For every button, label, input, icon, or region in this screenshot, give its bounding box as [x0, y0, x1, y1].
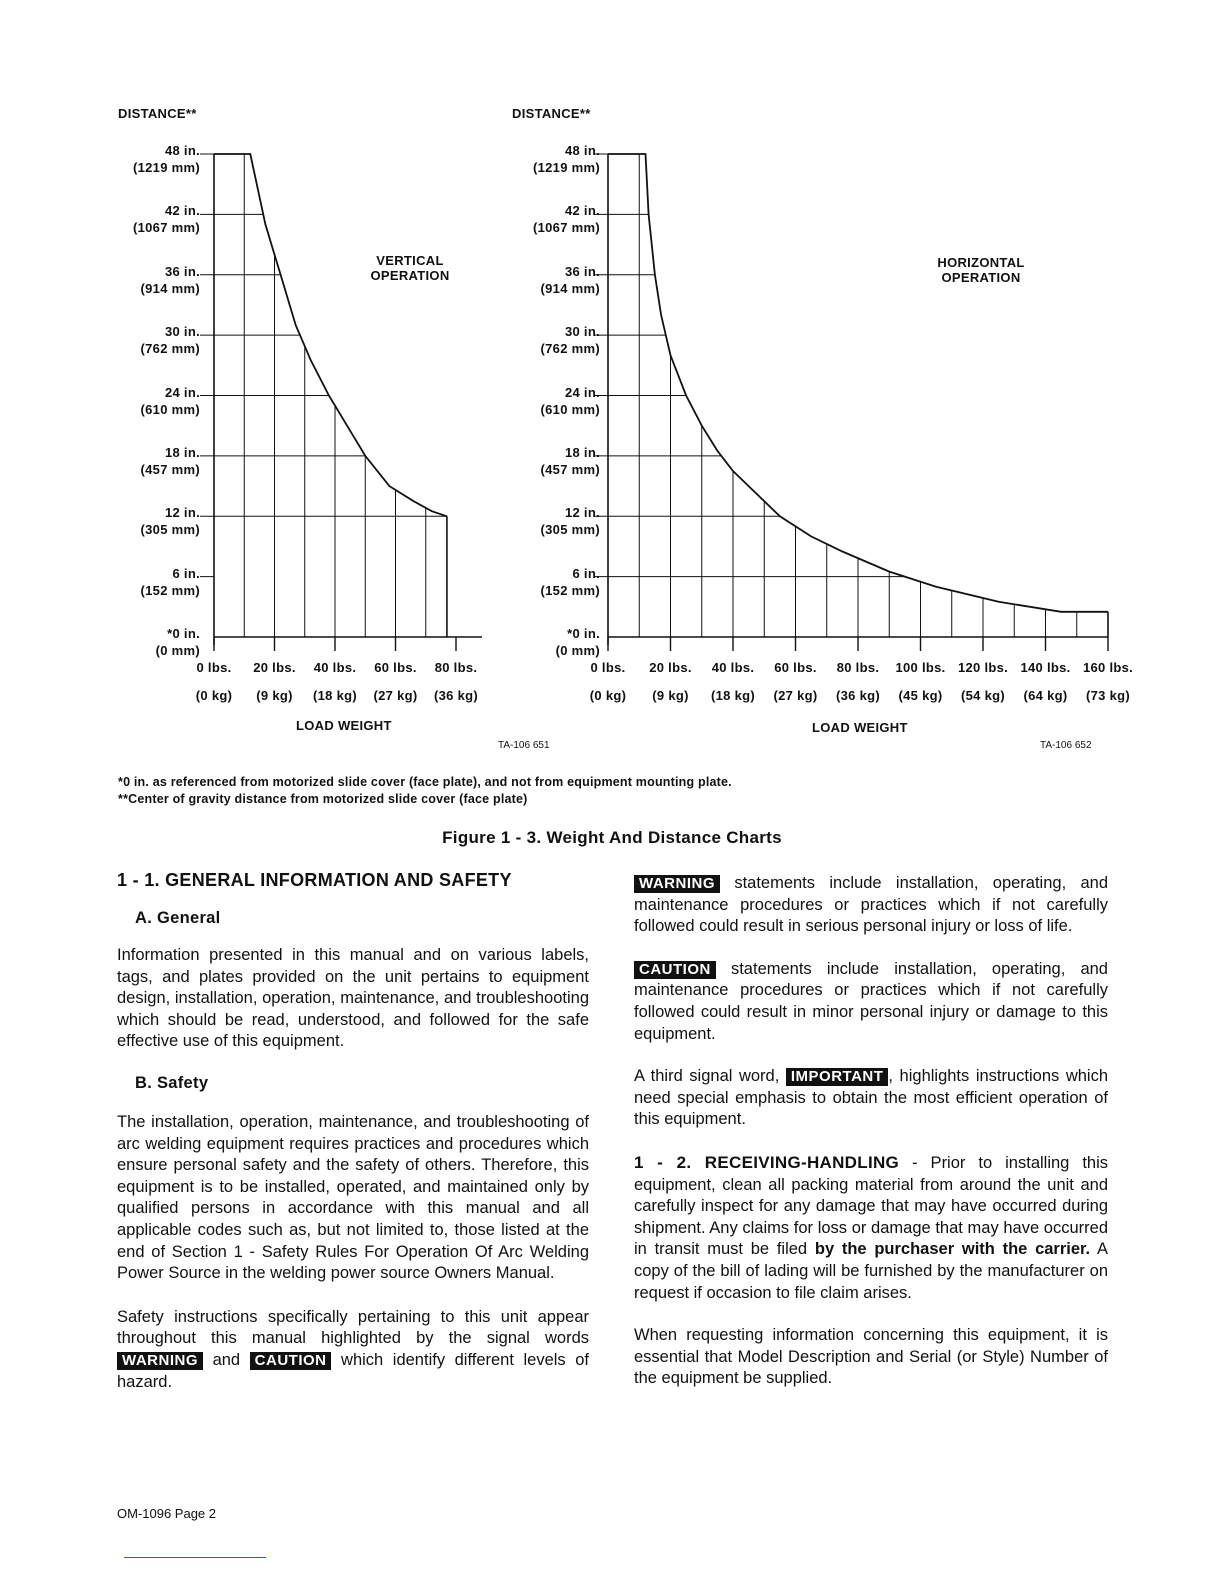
- vertical-operation-chart: [200, 154, 482, 651]
- y-tick-label: [480, 444, 600, 478]
- y-tick-label-mm: (1067 mm): [532, 220, 600, 236]
- receiving-text-1: - Prior to installing this equipment, clean all packing material from around the unit and carefully inspect for any damage that may have occurred during shipment. Any claims for loss or damage that may have occurred in transit must be filed: [634, 1153, 1109, 1259]
- y-tick-label-mm: (1219 mm): [532, 160, 600, 175]
- y-tick-label-in: 36 in.: [564, 263, 600, 279]
- footnote-center-of-gravity: **Center of gravity distance from motorized slide cover (face plate): [118, 792, 528, 806]
- load-curve: [608, 154, 1108, 612]
- horizontal-operation-chart: [594, 154, 1108, 651]
- y-tick-label-mm: (762 mm): [140, 341, 200, 357]
- y-tick-label: [480, 625, 600, 659]
- y-tick-label-in: *0 in.: [567, 626, 600, 641]
- caution-badge: CAUTION: [250, 1352, 332, 1370]
- annotation-line-2: OPERATION: [941, 270, 1021, 285]
- x-tick-label-kg: (54 kg): [960, 688, 1005, 703]
- signal-words-text-start: Safety instructions specifically pertaining to this unit appear throughout this manual highlighted by the signal words: [117, 1307, 589, 1348]
- y-tick-label-in: 30 in.: [164, 324, 200, 340]
- x-tick-label-kg: (18 kg): [710, 688, 755, 703]
- x-tick-label-lbs: 120 lbs.: [957, 660, 1009, 675]
- important-paragraph: [634, 1066, 1108, 1131]
- y-tick-label-in: 6 in.: [572, 565, 600, 581]
- y-tick-label-in: 18 in.: [564, 444, 600, 460]
- y-tick-label-mm: (152 mm): [140, 582, 200, 598]
- y-tick-label-in: 12 in.: [564, 505, 600, 521]
- important-badge: IMPORTANT: [786, 1068, 889, 1086]
- signal-words-paragraph: [117, 1307, 589, 1393]
- section-title-general-info: 1 - 1. GENERAL INFORMATION AND SAFETY: [117, 870, 512, 890]
- y-tick-label-in: 30 in.: [564, 324, 600, 340]
- receiving-bold-text: by the purchaser with the carrier.: [814, 1240, 1091, 1259]
- x-tick-label-lbs: 40 lbs.: [711, 660, 755, 675]
- general-paragraph: Information presented in this manual and on various labels, tags, and plates provided on the unit pertains to equipment design, installation, operation, maintenance, and troubleshooting which should be read, understood, and followed for the safe effective use of this equipment.: [117, 946, 589, 1051]
- y-tick-label-mm: (152 mm): [540, 582, 600, 598]
- y-tick-label-in: 18 in.: [164, 444, 200, 460]
- warning-badge: WARNING: [634, 875, 720, 893]
- y-tick-label: [80, 323, 200, 357]
- x-tick-label-lbs: 40 lbs.: [313, 660, 357, 675]
- warning-text: statements include installation, operating, and maintenance procedures or practices which if not carefully followed could result in serious personal injury or loss of life.: [634, 874, 1108, 936]
- receiving-text-2: A copy of the bill of lading will be furnished by the manufacturer on request if occasion to file claim arises.: [634, 1240, 1108, 1302]
- x-tick-label-lbs: 80 lbs.: [434, 660, 478, 675]
- y-tick-label: [80, 625, 200, 659]
- important-text-end: , highlights instructions which need special emphasis to obtain the most efficient operation of this equipment.: [634, 1067, 1109, 1129]
- y-tick-label: [80, 202, 200, 236]
- y-tick-label: [80, 444, 200, 478]
- x-tick-label-kg: (73 kg): [1085, 688, 1130, 703]
- x-tick-label-kg: (64 kg): [1023, 688, 1068, 703]
- left-chart-xlabel: LOAD WEIGHT: [296, 718, 392, 733]
- x-tick-label-kg: (0 kg): [195, 688, 233, 703]
- y-tick-label-mm: (914 mm): [540, 280, 600, 296]
- y-tick-label-mm: (1067 mm): [132, 220, 200, 236]
- y-tick-label-mm: (914 mm): [140, 280, 200, 296]
- requesting-info-paragraph: When requesting information concerning this equipment, it is essential that Model Description and Serial (or Style) Number of the equipment be supplied.: [634, 1326, 1108, 1388]
- x-tick-label-lbs: 20 lbs.: [253, 660, 296, 675]
- important-text-start: A third signal word,: [634, 1067, 780, 1086]
- annotation-line-1: VERTICAL: [376, 253, 444, 268]
- page-footer: OM-1096 Page 2: [117, 1506, 217, 1521]
- signal-words-and: and: [212, 1350, 241, 1369]
- subsection-safety: B. Safety: [135, 1073, 209, 1092]
- right-chart-xlabel: LOAD WEIGHT: [812, 720, 908, 735]
- x-tick-label-kg: (45 kg): [898, 688, 943, 703]
- footer-rule: [124, 1557, 266, 1558]
- right-chart-ref: TA-106 652: [1040, 740, 1092, 751]
- y-tick-label: [480, 565, 600, 599]
- y-tick-label: [80, 263, 200, 297]
- y-tick-label: [480, 384, 600, 418]
- figure-caption: Figure 1 - 3. Weight And Distance Charts: [442, 828, 782, 847]
- caution-badge: CAUTION: [634, 961, 716, 979]
- x-tick-label-lbs: 0 lbs.: [590, 660, 626, 675]
- y-tick-label-mm: (610 mm): [540, 401, 600, 417]
- y-tick-label-mm: (457 mm): [540, 461, 600, 477]
- y-tick-label: [480, 323, 600, 357]
- y-tick-label-in: 48 in.: [164, 143, 200, 158]
- x-tick-label-kg: (18 kg): [312, 688, 357, 703]
- horizontal-operation-annotation: [926, 255, 1036, 285]
- x-tick-label-kg: (27 kg): [773, 688, 818, 703]
- y-tick-label: [80, 565, 200, 599]
- left-chart-ref: TA-106 651: [498, 740, 550, 751]
- x-tick-label-lbs: 20 lbs.: [649, 660, 692, 675]
- x-tick-label-kg: (36 kg): [433, 688, 478, 703]
- y-tick-label-mm: (305 mm): [140, 522, 200, 538]
- x-tick-label-kg: (0 kg): [589, 688, 627, 703]
- left-chart-ylabel: DISTANCE**: [118, 106, 197, 121]
- y-tick-label: [480, 142, 600, 176]
- y-tick-label: [480, 504, 600, 538]
- x-tick-label-lbs: 140 lbs.: [1020, 660, 1071, 675]
- warning-badge: WARNING: [117, 1352, 203, 1370]
- y-tick-label-in: 42 in.: [564, 203, 600, 219]
- y-tick-label-in: 6 in.: [172, 565, 200, 581]
- y-tick-label-in: 24 in.: [164, 384, 200, 400]
- y-tick-label-in: 36 in.: [164, 263, 200, 279]
- footnote-zero-reference: *0 in. as referenced from motorized slide cover (face plate), and not from equipment mounting plate.: [118, 775, 732, 789]
- x-tick-label-lbs: 80 lbs.: [836, 660, 880, 675]
- safety-paragraph: The installation, operation, maintenance, and troubleshooting of arc welding equipment requires practices and procedures which ensure personal safety and the safety of others. Therefore, this equipment is to be installed, operated, and maintained only by qualified persons in accordance with this manual and all applicable codes such as, but not limited to, those listed at the end of Section 1 - Safety Rules For Operation Of Arc Welding Power Source in the welding power source Owners Manual.: [117, 1112, 589, 1283]
- y-tick-label-in: 12 in.: [164, 505, 200, 521]
- y-tick-label-in: *0 in.: [167, 626, 200, 641]
- y-tick-label-mm: (0 mm): [555, 643, 600, 658]
- y-tick-label-mm: (1219 mm): [132, 160, 200, 175]
- x-tick-label-lbs: 60 lbs.: [374, 660, 417, 675]
- y-tick-label-mm: (0 mm): [155, 643, 200, 658]
- y-tick-label: [480, 202, 600, 236]
- x-tick-label-kg: (36 kg): [835, 688, 880, 703]
- caution-text: statements include installation, operating, and maintenance procedures or practices which if not carefully followed could result in minor personal injury or damage to this equipment.: [634, 959, 1108, 1043]
- x-tick-label-lbs: 160 lbs.: [1082, 660, 1134, 675]
- section-title-receiving: 1 - 2. RECEIVING-HANDLING: [634, 1152, 900, 1172]
- annotation-line-1: HORIZONTAL: [937, 255, 1025, 270]
- x-tick-label-lbs: 0 lbs.: [196, 660, 232, 675]
- x-tick-label-kg: (27 kg): [373, 688, 418, 703]
- warning-paragraph: [634, 873, 1108, 938]
- signal-words-text-end: which identify different levels of hazard.: [117, 1350, 589, 1391]
- y-tick-label-mm: (305 mm): [540, 522, 600, 538]
- y-tick-label-in: 42 in.: [164, 203, 200, 219]
- y-tick-label-in: 48 in.: [564, 143, 600, 158]
- y-tick-label-mm: (457 mm): [140, 461, 200, 477]
- right-column: [634, 873, 1108, 1390]
- annotation-line-2: OPERATION: [370, 268, 450, 283]
- caution-paragraph: [634, 959, 1108, 1045]
- y-tick-label: [80, 384, 200, 418]
- left-column: [117, 870, 589, 1393]
- y-tick-label-mm: (610 mm): [140, 401, 200, 417]
- y-tick-label: [80, 504, 200, 538]
- subsection-general: A. General: [135, 909, 221, 927]
- y-tick-label: [80, 142, 200, 176]
- receiving-handling-paragraph: [634, 1152, 1108, 1304]
- right-chart-ylabel: DISTANCE**: [512, 106, 591, 121]
- x-tick-label-kg: (9 kg): [652, 688, 689, 703]
- x-tick-label-kg: (9 kg): [256, 688, 293, 703]
- y-tick-label-in: 24 in.: [564, 384, 600, 400]
- y-tick-label: [480, 263, 600, 297]
- x-tick-label-lbs: 100 lbs.: [895, 660, 946, 675]
- x-tick-label-lbs: 60 lbs.: [774, 660, 817, 675]
- y-tick-label-mm: (762 mm): [540, 341, 600, 357]
- vertical-operation-annotation: [370, 253, 450, 283]
